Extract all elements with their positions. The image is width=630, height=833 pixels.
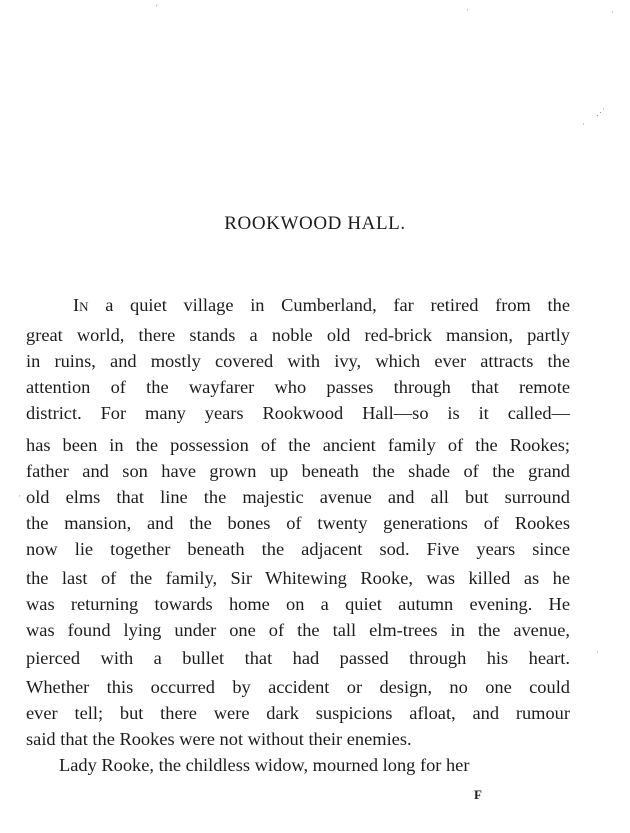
- text-line: ever tell; but there were dark suspicions afloat, and rumour: [26, 703, 570, 723]
- text-line: Whether this occurred by accident or design, no one could: [26, 677, 570, 697]
- text-line: said that the Rookes were not without their enemies.: [26, 729, 412, 749]
- text-line: [73, 292, 570, 318]
- text-line: district. For many years Rookwood Hall—so is it called—: [26, 403, 570, 423]
- text-line: Lady Rooke, the childless widow, mourned long for her: [59, 755, 470, 775]
- page-speck: ·: [582, 119, 585, 129]
- text-line: attention of the wayfarer who passes through that remote: [26, 377, 570, 397]
- text-line: the last of the family, Sir Whitewing Rooke, was killed as he: [26, 568, 570, 588]
- text-line: great world, there stands a noble old red-brick mansion, partly: [26, 325, 570, 345]
- drop-word: In: [73, 295, 89, 315]
- page-speck: ·: [596, 647, 599, 657]
- text-line: in ruins, and mostly covered with ivy, which ever attracts the: [26, 351, 570, 371]
- text-line: pierced with a bullet that had passed through his heart.: [26, 648, 570, 668]
- line-text: a quiet village in Cumberland, far retired from the: [88, 295, 570, 315]
- page-speck: ': [156, 3, 158, 13]
- page-speck: ·: [466, 5, 469, 15]
- text-line: old elms that line the majestic avenue and all but surround: [26, 487, 570, 507]
- page-speck: ·: [18, 491, 21, 501]
- text-line: has been in the possession of the ancient family of the Rookes;: [26, 435, 570, 455]
- text-line: was returning towards home on a quiet autumn evening. He: [26, 594, 570, 614]
- text-line: the mansion, and the bones of twenty generations of Rookes: [26, 513, 570, 533]
- page-speck: ·: [611, 7, 614, 17]
- page-speck: ⋰: [596, 107, 605, 117]
- chapter-title: ROOKWOOD HALL.: [224, 213, 406, 234]
- text-line: father and son have grown up beneath the shade of the grand: [26, 461, 570, 481]
- text-line: was found lying under one of the tall elm-trees in the avenue,: [26, 620, 570, 640]
- signature-mark: F: [474, 787, 482, 802]
- text-line: now lie together beneath the adjacent sod. Five years since: [26, 539, 570, 559]
